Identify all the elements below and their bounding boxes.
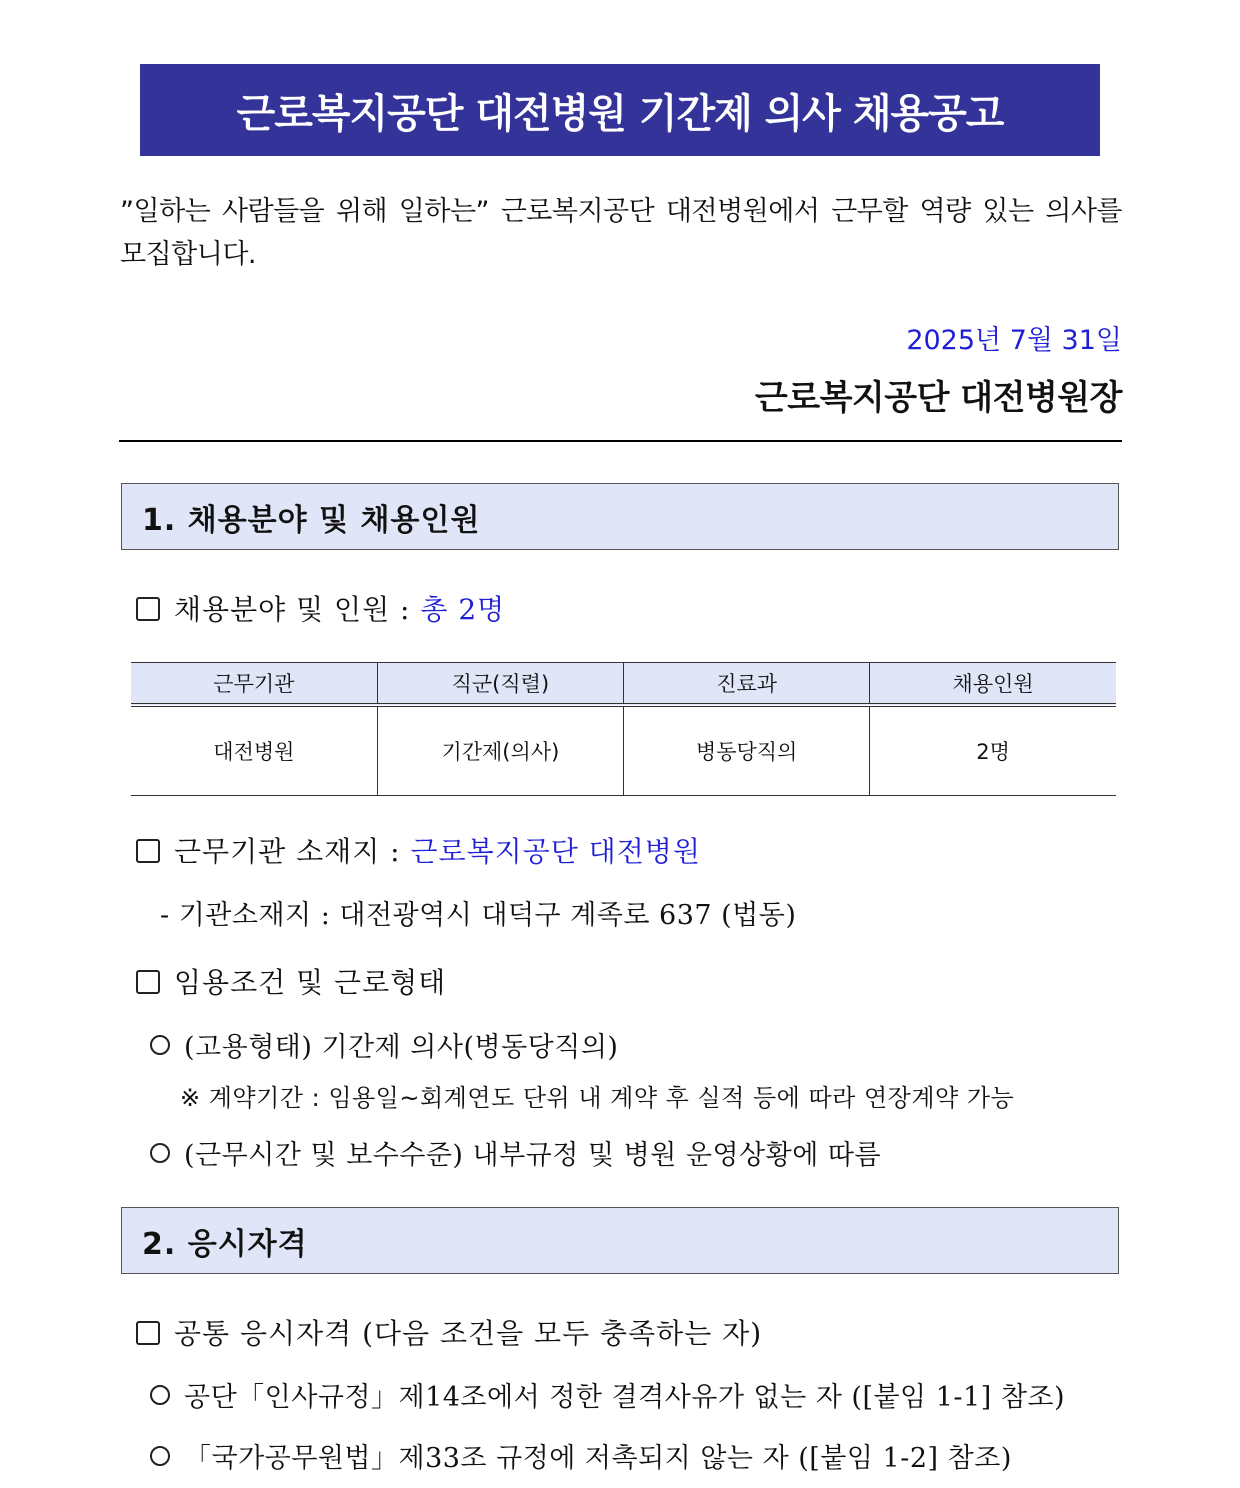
section-2-heading: 2. 응시자격 [121,1207,1119,1274]
intro-paragraph: ”일하는 사람들을 위해 일하는” 근로복지공단 대전병원에서 근무할 역량 있는 의사를 모집합니다. [120,196,1122,270]
salary-text: (근무시간 및 보수수준) 내부규정 및 병원 운영상황에 따름 [184,1140,882,1171]
salary-line [150,1133,881,1172]
cell-count: 2명 [870,705,1116,796]
circle-bullet-icon [150,1446,170,1466]
requirement-1-text: 공단「인사규정」제14조에서 정한 결격사유가 없는 자 ([붙임 1-1] 참조) [184,1382,1066,1413]
location-value: 근로복지공단 대전병원 [410,835,701,868]
common-qualification-line [136,1312,762,1352]
requirement-1-line [150,1375,1065,1414]
header-job: 직군(직렬) [377,663,623,706]
circle-bullet-icon [150,1035,170,1055]
table-header-row [131,663,1116,706]
location-label: 근무기관 소재지 : [174,835,411,868]
divider [119,440,1122,442]
checkbox-square-icon [136,839,160,863]
field-count-line [136,588,505,628]
header-org: 근무기관 [131,663,377,706]
contract-note: ※ 계약기간 : 임용일~회계연도 단위 내 계약 후 실적 등에 따라 연장계약 가능 [180,1084,1015,1112]
common-qualification-label: 공통 응시자격 (다음 조건을 모두 충족하는 자) [174,1317,763,1350]
conditions-label: 임용조건 및 근로형태 [174,966,447,999]
location-line [136,830,701,870]
employment-line [150,1025,618,1064]
page-title: 근로복지공단 대전병원 기간제 의사 채용공고 [140,64,1100,156]
issuer-name: 근로복지공단 대전병원장 [754,378,1122,418]
employment-text: (고용형태) 기간제 의사(병동당직의) [184,1032,619,1063]
checkbox-square-icon [136,970,160,994]
field-count-label: 채용분야 및 인원 : [174,593,421,626]
header-count: 채용인원 [870,663,1116,706]
cell-org: 대전병원 [131,705,377,796]
circle-bullet-icon [150,1143,170,1163]
header-dept: 진료과 [624,663,870,706]
table-row [131,705,1116,796]
requirement-2-text: 「국가공무원법」제33조 규정에 저촉되지 않는 자 ([붙임 1-2] 참조) [184,1443,1012,1474]
cell-dept: 병동당직의 [624,705,870,796]
circle-bullet-icon [150,1385,170,1405]
conditions-line [136,961,446,1001]
field-count-value: 총 2명 [420,593,506,626]
cell-job: 기간제(의사) [377,705,623,796]
checkbox-square-icon [136,1321,160,1345]
section-1-heading: 1. 채용분야 및 채용인원 [121,483,1119,550]
checkbox-square-icon [136,597,160,621]
announcement-date: 2025년 7월 31일 [906,325,1122,356]
address-line: - 기관소재지 : 대전광역시 대덕구 계족로 637 (법동) [160,900,797,931]
requirement-2-line [150,1436,1012,1475]
recruit-table [131,662,1116,796]
